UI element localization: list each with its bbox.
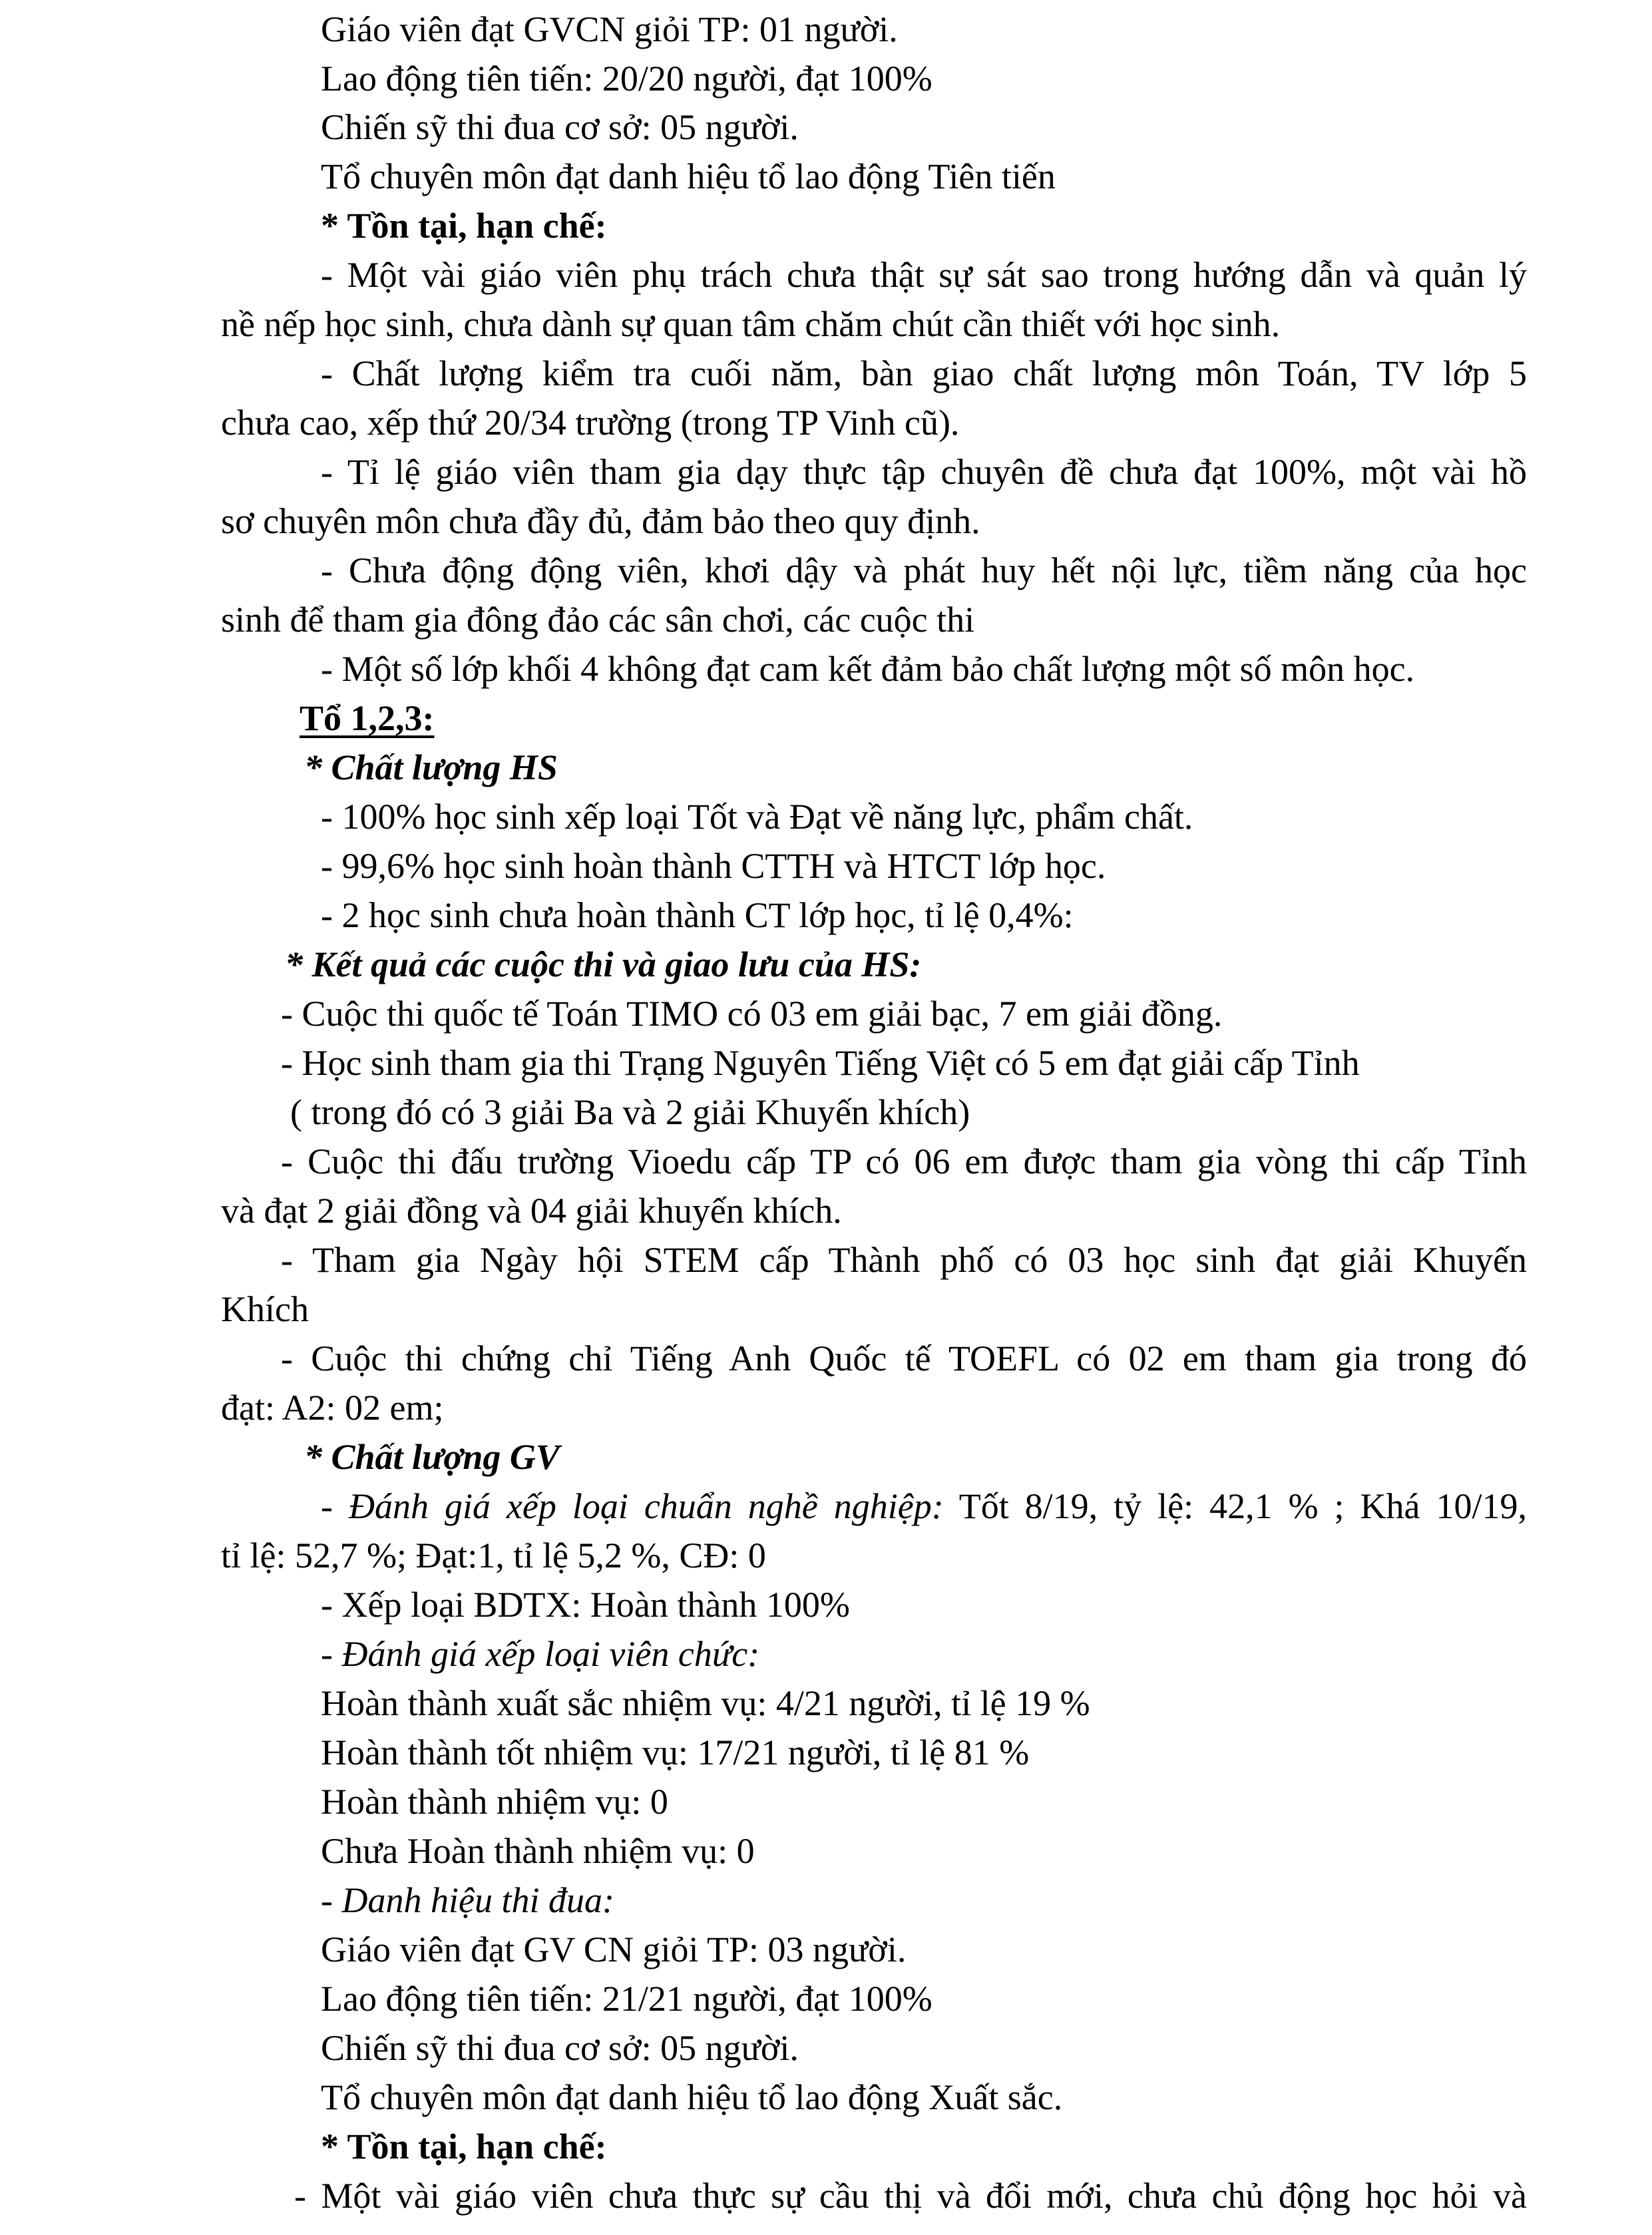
cuoc-thi-item-5-cont: đạt: A2: 02 em;	[221, 1388, 444, 1428]
to-chuyen-mon-line: Tổ chuyên môn đạt danh hiệu tổ lao động Tiên tiến	[321, 156, 1056, 196]
ton-tai-item-2-cont: chưa cao, xếp thứ 20/34 trường (trong TP Vinh cũ).	[221, 403, 960, 443]
ton-tai-item-3-cont: sơ chuyên môn chưa đầy đủ, đảm bảo theo quy định.	[221, 501, 980, 541]
gv-danh-hieu-heading: - Danh hiệu thi đua:	[321, 1880, 614, 1920]
ton-tai-item-3: - Tỉ lệ giáo viên tham gia dạy thực tập chuyên đề chưa đạt 100%, một vài hồ	[321, 452, 1527, 492]
cuoc-thi-item-3-cont: và đạt 2 giải đồng và 04 giải khuyến khích.	[221, 1191, 842, 1231]
cuoc-thi-item-5: - Cuộc thi chứng chỉ Tiếng Anh Quốc tế TOEFL có 02 em tham gia trong đó	[281, 1338, 1527, 1378]
gv-chua-hoan-thanh-line: Chưa Hoàn thành nhiệm vụ: 0	[321, 1831, 755, 1871]
gv-lao-dong-tien-tien-line: Lao động tiên tiến: 21/21 người, đạt 100%	[321, 1979, 932, 2019]
ton-tai-item-5: - Một số lớp khối 4 không đạt cam kết đảm bảo chất lượng một số môn học.	[321, 649, 1415, 689]
hs-item-3: - 2 học sinh chưa hoàn thành CT lớp học, tỉ lệ 0,4%:	[321, 895, 1074, 935]
ket-qua-cuoc-thi-heading: * Kết quả các cuộc thi và giao lưu của HS:	[285, 944, 922, 984]
lao-dong-tien-tien-line: Lao động tiên tiến: 20/20 người, đạt 100%	[321, 59, 932, 99]
ton-tai-item-4-cont: sinh để tham gia đông đảo các sân chơi, các cuộc thi	[221, 600, 975, 640]
cuoc-thi-item-2: - Học sinh tham gia thi Trạng Nguyên Tiếng Việt có 5 em đạt giải cấp Tỉnh	[281, 1043, 1360, 1083]
gv-chuan-nghe-nghiep-label: - Đánh giá xếp loại chuẩn nghề nghiệp:	[321, 1486, 944, 1526]
gv-to-chuyen-mon-line: Tổ chuyên môn đạt danh hiệu tổ lao động Xuất sắc.	[321, 2077, 1063, 2117]
ton-tai-item-4: - Chưa động động viên, khơi dậy và phát huy hết nội lực, tiềm năng của học	[321, 550, 1527, 590]
gv-chuan-nghe-nghiep-line	[321, 1482, 1527, 1531]
cuoc-thi-item-1: - Cuộc thi quốc tế Toán TIMO có 03 em giải bạc, 7 em giải đồng.	[281, 994, 1223, 1034]
gv-cn-gioi-line: Giáo viên đạt GV CN giỏi TP: 03 người.	[321, 1930, 907, 1969]
cuoc-thi-item-4-cont: Khích	[221, 1289, 309, 1329]
gv-chien-sy-thi-dua-line: Chiến sỹ thi đua cơ sở: 05 người.	[321, 2028, 799, 2068]
gv-xuat-sac-line: Hoàn thành xuất sắc nhiệm vụ: 4/21 người, tỉ lệ 19 %	[321, 1683, 1090, 1723]
hs-item-1: - 100% học sinh xếp loại Tốt và Đạt về năng lực, phẩm chất.	[321, 797, 1193, 837]
ton-tai-item-1: - Một vài giáo viên phụ trách chưa thật sự sát sao trong hướng dẫn và quản lý	[321, 255, 1527, 295]
gv-hoan-thanh-line: Hoàn thành nhiệm vụ: 0	[321, 1782, 668, 1822]
ton-tai-item-2: - Chất lượng kiểm tra cuối năm, bàn giao chất lượng môn Toán, TV lớp 5	[321, 353, 1527, 393]
gv-vien-chuc-heading: - Đánh giá xếp loại viên chức:	[321, 1634, 760, 1674]
cuoc-thi-item-4: - Tham gia Ngày hội STEM cấp Thành phố có 03 học sinh đạt giải Khuyến	[281, 1240, 1527, 1280]
gv-chuan-nghe-nghiep-cont: tỉ lệ: 52,7 %; Đạt:1, tỉ lệ 5,2 %, CĐ: 0	[221, 1535, 766, 1575]
gv-bdtx-line: - Xếp loại BDTX: Hoàn thành 100%	[321, 1585, 850, 1625]
ton-tai-item-1-cont: nề nếp học sinh, chưa dành sự quan tâm chăm chút cần thiết với học sinh.	[221, 304, 1281, 344]
ton-tai-2-item-1: - Một vài giáo viên chưa thực sự cầu thị và đổi mới, chưa chủ động học hỏi và	[294, 2176, 1527, 2216]
ton-tai-heading: * Tồn tại, hạn chế:	[321, 206, 607, 246]
chien-sy-thi-dua-line: Chiến sỹ thi đua cơ sở: 05 người.	[321, 107, 799, 147]
chat-luong-gv-heading: * Chất lượng GV	[304, 1437, 560, 1477]
hs-item-2: - 99,6% học sinh hoàn thành CTTH và HTCT lớp học.	[321, 846, 1106, 886]
gv-chuan-nghe-nghiep-value: Tốt 8/19, tỷ lệ: 42,1 % ; Khá 10/19,	[943, 1486, 1527, 1526]
cuoc-thi-item-2-cont: ( trong đó có 3 giải Ba và 2 giải Khuyến khích)	[290, 1092, 970, 1132]
chat-luong-hs-heading: * Chất lượng HS	[304, 747, 558, 787]
section-heading-to-123: Tổ 1,2,3:	[300, 698, 435, 738]
gv-tot-line: Hoàn thành tốt nhiệm vụ: 17/21 người, tỉ lệ 81 %	[321, 1732, 1030, 1772]
cuoc-thi-item-3: - Cuộc thi đấu trường Vioedu cấp TP có 06 em được tham gia vòng thi cấp Tỉnh	[281, 1141, 1527, 1181]
ton-tai-heading-2: * Tồn tại, hạn chế:	[321, 2127, 607, 2166]
gvcn-gioi-line: Giáo viên đạt GVCN giỏi TP: 01 người.	[321, 9, 898, 49]
